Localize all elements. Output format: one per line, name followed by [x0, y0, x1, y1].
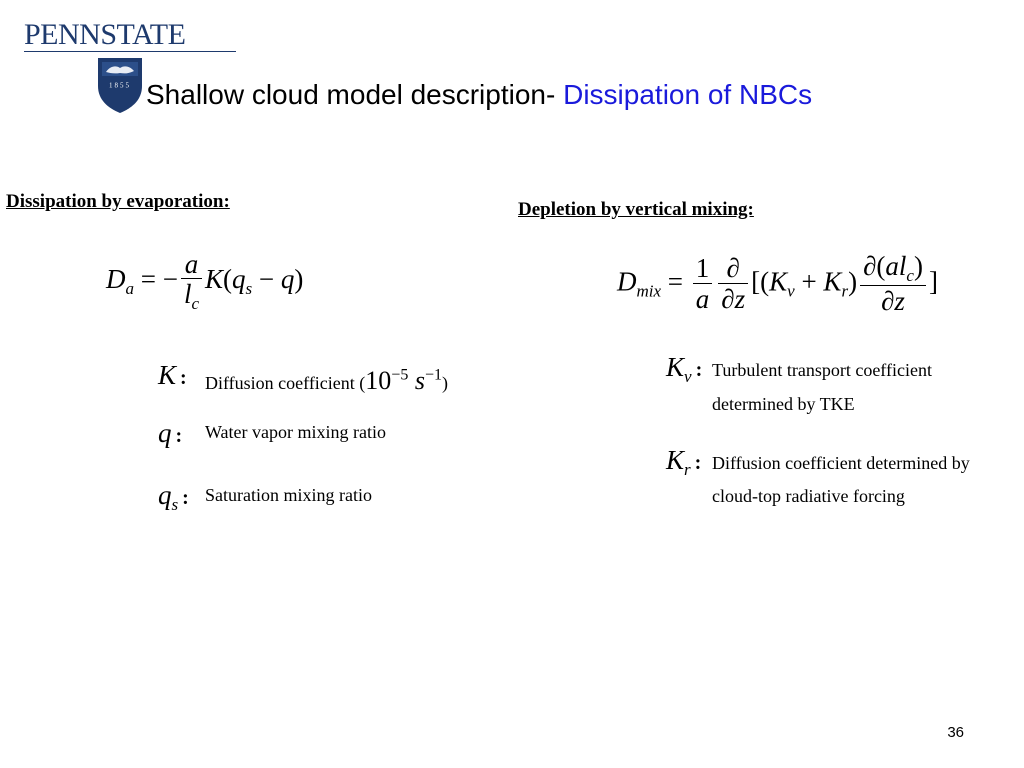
- slide-title: [146, 78, 812, 112]
- def-kv-line2: determined by TKE: [712, 394, 855, 414]
- def-kr-symbol: $K_r$ :: [666, 445, 702, 479]
- vertical-mixing-heading: Depletion by vertical mixing:: [518, 199, 754, 220]
- def-kv-symbol: $K_v$ :: [666, 352, 703, 386]
- evaporation-heading: Dissipation by evaporation:: [6, 191, 230, 212]
- logo-wordmark-text: PENNSTATE: [24, 18, 186, 51]
- def-kr-line1: Diffusion coefficient determined by: [712, 453, 970, 473]
- def-k-text: Diffusion coefficient ($10^{-5}$ $s^{-1}$): [205, 366, 448, 395]
- page-number: 36: [947, 724, 964, 741]
- def-qs-text: Saturation mixing ratio: [205, 485, 372, 505]
- evaporation-equation: $D_a$ = − $\frac{a}{l_c}$ $K(q_s - q)$: [106, 249, 304, 314]
- shield-logo-icon: [96, 56, 144, 114]
- def-q-text: Water vapor mixing ratio: [205, 422, 386, 442]
- def-k-symbol: K :: [158, 360, 187, 390]
- title-highlight: Dissipation of NBCs: [563, 79, 813, 110]
- def-kv-line1: Turbulent transport coefficient: [712, 360, 932, 380]
- def-q-symbol: q :: [158, 418, 183, 448]
- title-main: Shallow cloud model description-: [146, 79, 556, 110]
- def-kr-line2: cloud-top radiative forcing: [712, 486, 905, 506]
- def-qs-symbol: $q_s$ :: [158, 480, 189, 514]
- logo-underline: [24, 51, 236, 52]
- pennstate-wordmark: [24, 20, 185, 50]
- vertical-mixing-equation: $D_{mix}$ = $\frac{1}{a}$ $\frac{\partial}{\partial z}$ [$(K_v + K_r)$ $\frac{\partial(al_c)}{\partial z}$ ]: [617, 251, 938, 316]
- logo-year: 1855: [109, 81, 131, 90]
